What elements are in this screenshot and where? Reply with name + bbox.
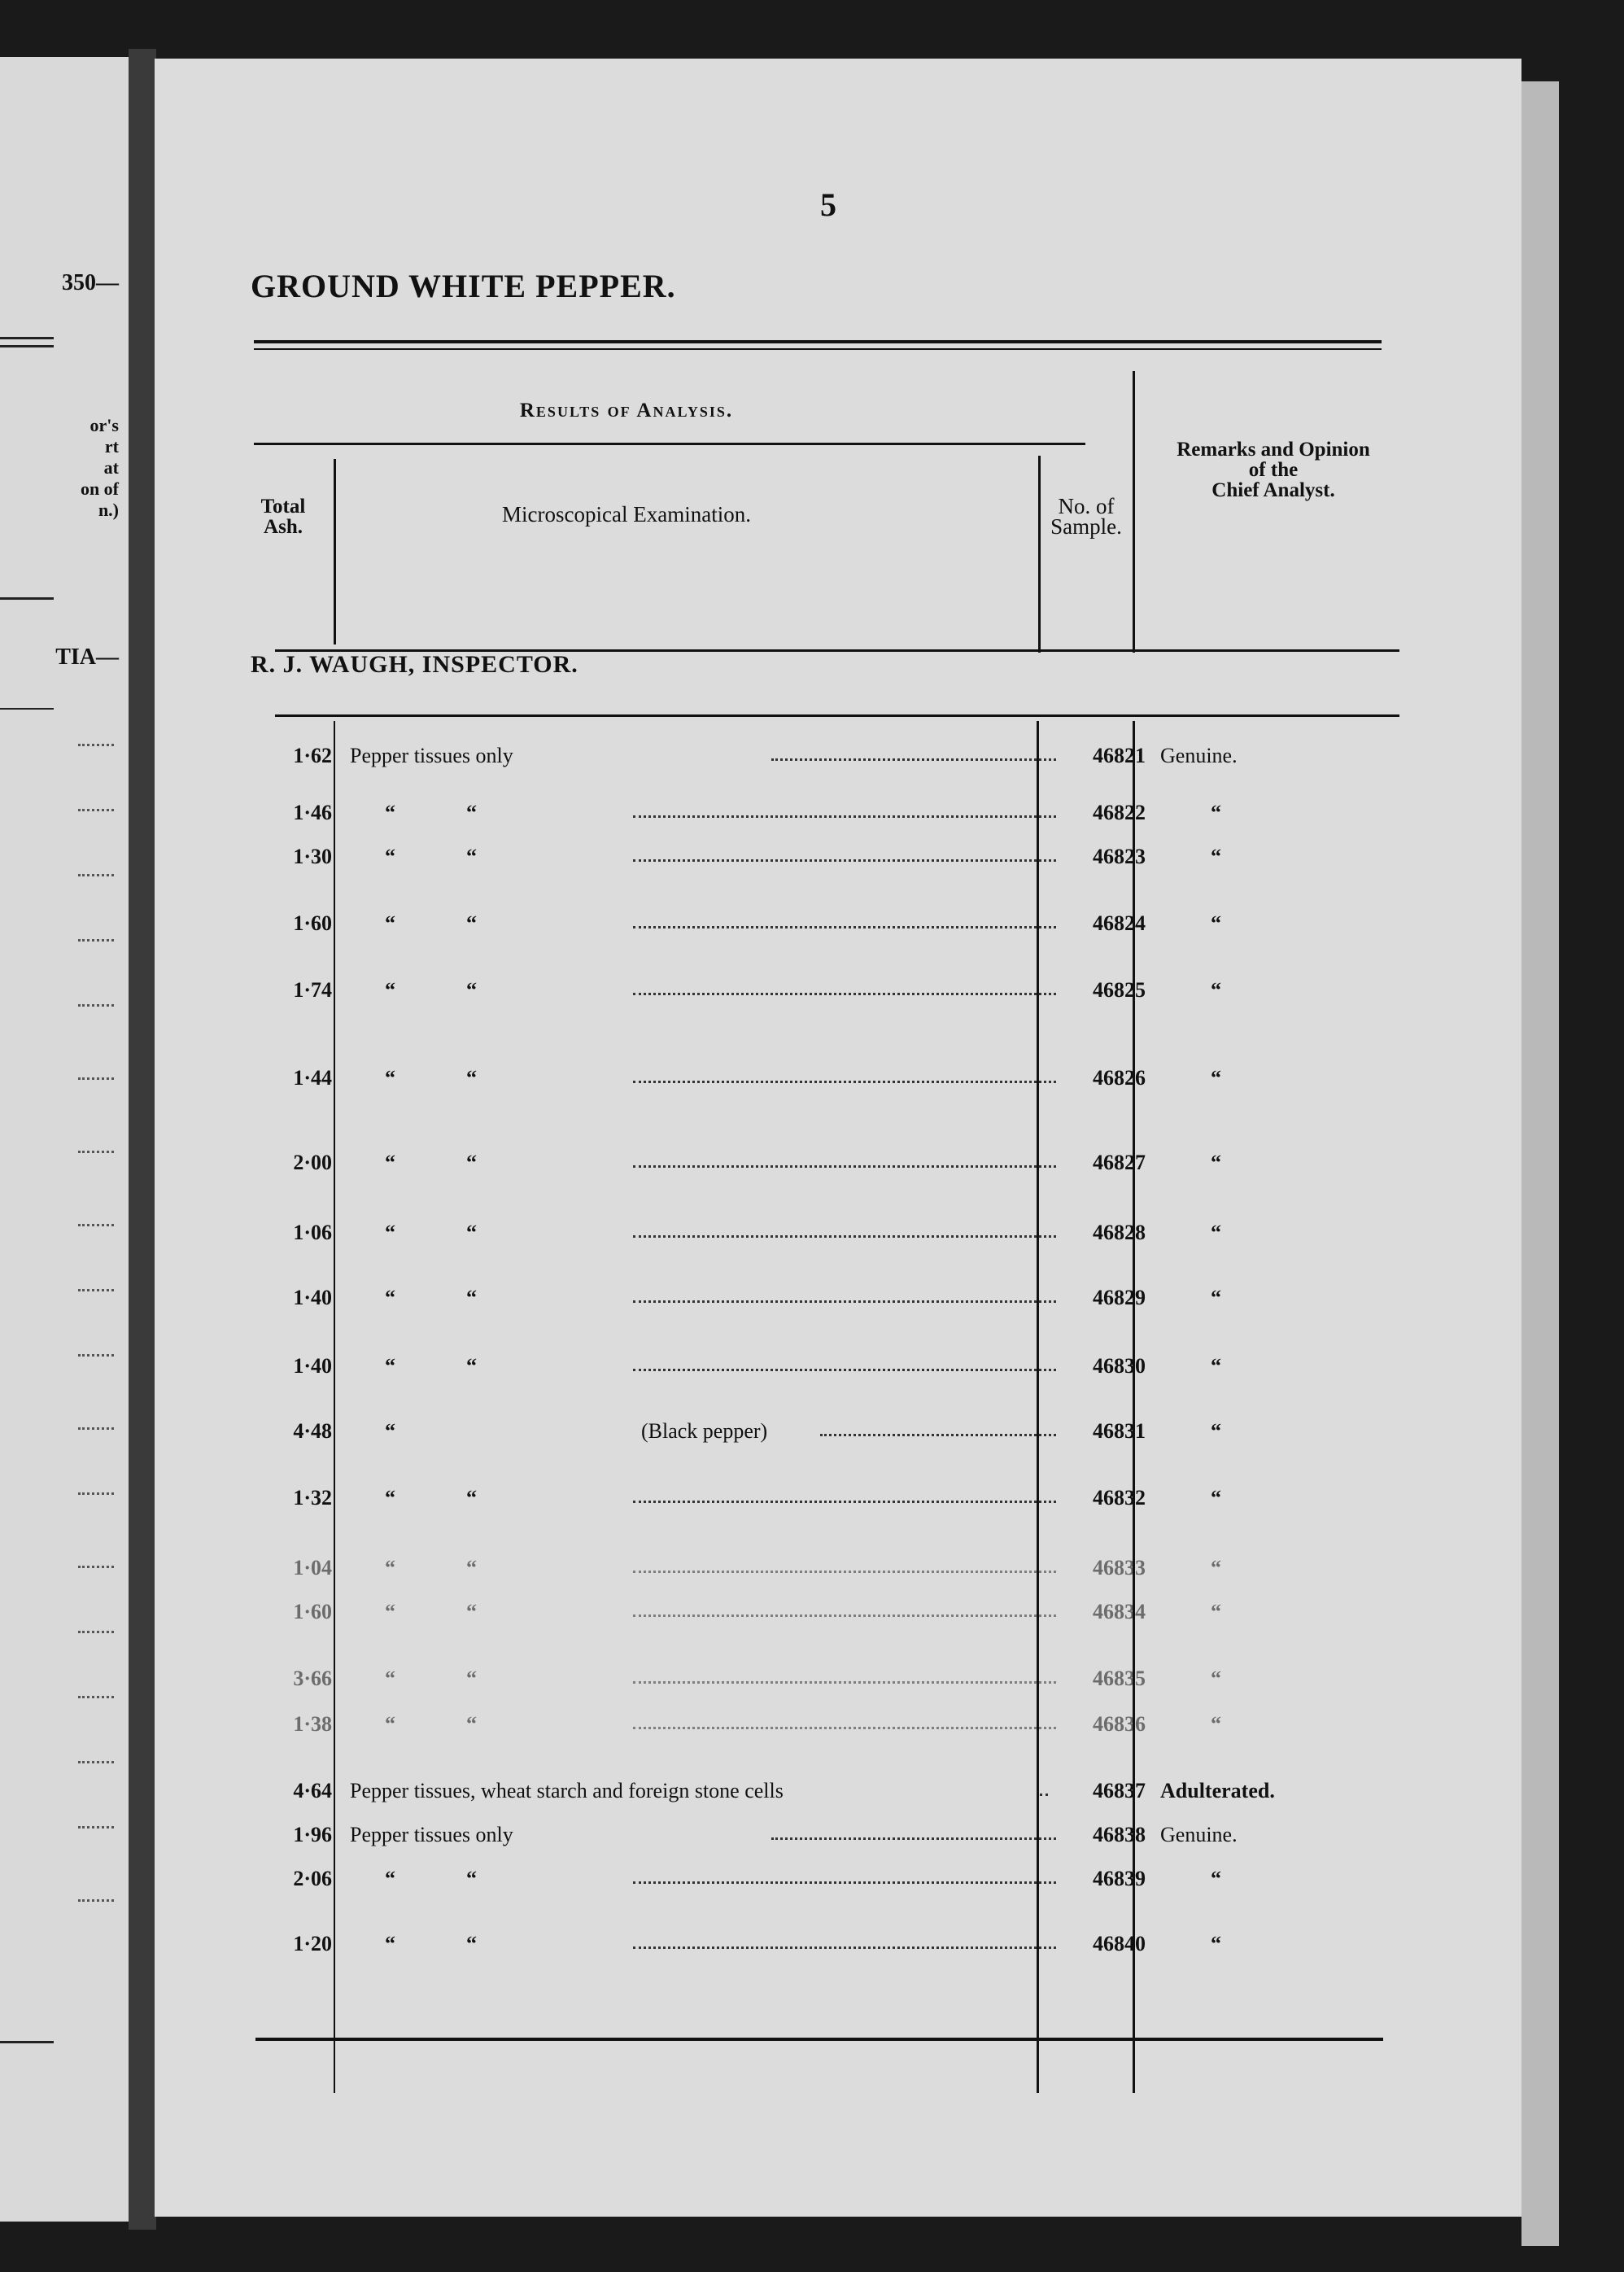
dot-leader [633, 1300, 1056, 1303]
table-row [251, 1712, 1520, 1740]
ditto-mark: “ [466, 1600, 477, 1623]
total-ash-cell: 1·32 [293, 1486, 332, 1510]
left-dot-leader [78, 1074, 114, 1080]
header-total-ash-line: Total [260, 496, 306, 518]
sample-number-cell: 46823 [1093, 845, 1146, 868]
dot-leader [1040, 1794, 1048, 1796]
sample-number-cell: 46832 [1093, 1486, 1146, 1510]
left-section-fragment: TIA— [55, 644, 119, 670]
sample-number-cell: 46833 [1093, 1556, 1146, 1579]
total-ash-cell: 1·30 [293, 845, 332, 868]
left-dot-leader [78, 936, 114, 942]
sample-number-cell: 46821 [1093, 744, 1146, 767]
ditto-mark: “ [385, 1932, 395, 1955]
sample-number-cell: 46826 [1093, 1066, 1146, 1090]
ditto-mark: “ [385, 1151, 395, 1174]
sample-number-cell: 46839 [1093, 1867, 1146, 1890]
dot-leader [633, 815, 1056, 818]
table-row [251, 845, 1520, 872]
ditto-mark: “ [385, 1600, 395, 1623]
table-row [251, 978, 1520, 1006]
left-heading-fragment: 350— [62, 270, 119, 295]
table-top-rule [254, 340, 1382, 343]
dot-leader [633, 1614, 1056, 1617]
inspector-heading: R. J. WAUGH, INSPECTOR. [251, 651, 578, 678]
header-total-ash [251, 496, 316, 537]
sample-number-cell: 46828 [1093, 1221, 1146, 1244]
left-dot-leader [78, 1693, 114, 1698]
sample-number-cell: 46822 [1093, 801, 1146, 824]
sample-number-cell: 46838 [1093, 1823, 1146, 1846]
sample-divider [1038, 456, 1041, 653]
dot-leader [820, 1434, 1056, 1436]
page-edge [1521, 81, 1559, 2246]
table-row [251, 911, 1520, 939]
remarks-cell: “ [1211, 845, 1221, 868]
ditto-mark: “ [466, 1932, 477, 1955]
ditto-mark: “ [385, 1712, 395, 1736]
remarks-cell: “ [1211, 1556, 1221, 1579]
dot-leader [633, 1501, 1056, 1503]
microscopical-examination-cell: Pepper tissues only [350, 1823, 513, 1846]
total-ash-cell: 4·48 [293, 1419, 332, 1443]
remarks-cell: “ [1211, 1286, 1221, 1309]
header-sample-line: Sample. [1050, 514, 1122, 539]
dot-leader [633, 1235, 1056, 1238]
table-row [251, 1867, 1520, 1894]
left-column-fragment-1: rt [104, 436, 119, 457]
table-row [251, 1600, 1520, 1628]
dot-leader [633, 1727, 1056, 1729]
dot-leader [633, 1571, 1056, 1573]
page-number: 5 [820, 186, 836, 223]
sample-number-cell: 46840 [1093, 1932, 1146, 1955]
sample-number-cell: 46837 [1093, 1779, 1146, 1802]
total-ash-cell: 1·44 [293, 1066, 332, 1090]
remarks-cell: “ [1211, 1600, 1221, 1623]
remarks-divider [1133, 371, 1135, 653]
total-ash-cell: 1·20 [293, 1932, 332, 1955]
ditto-mark: “ [466, 1221, 477, 1244]
table-row [251, 1419, 1520, 1447]
ditto-mark: “ [466, 1066, 477, 1090]
left-rule [0, 337, 54, 339]
ditto-mark: “ [385, 1419, 395, 1443]
sample-number-cell: 46830 [1093, 1354, 1146, 1378]
total-ash-cell: 3·66 [293, 1667, 332, 1690]
total-ash-cell: 1·62 [293, 744, 332, 767]
left-column-fragment-2: at [103, 457, 119, 478]
ditto-mark: “ [385, 1066, 395, 1090]
ditto-mark: “ [466, 1286, 477, 1309]
remarks-cell: “ [1211, 1867, 1221, 1890]
left-dot-leader [78, 1823, 114, 1829]
left-dot-leader [78, 1351, 114, 1357]
remarks-cell: “ [1211, 1486, 1221, 1510]
left-dot-leader [78, 1628, 114, 1633]
dot-leader [633, 1946, 1056, 1949]
dot-leader [771, 758, 1056, 761]
sample-number-cell: 46824 [1093, 911, 1146, 935]
total-ash-cell: 1·06 [293, 1221, 332, 1244]
ditto-mark: “ [466, 911, 477, 935]
sample-number-cell: 46835 [1093, 1667, 1146, 1690]
ditto-mark: “ [385, 845, 395, 868]
sample-number-cell: 46836 [1093, 1712, 1146, 1736]
ditto-mark: “ [466, 1712, 477, 1736]
ditto-mark: “ [385, 1667, 395, 1690]
dot-leader [633, 926, 1056, 928]
remarks-cell: “ [1211, 978, 1221, 1002]
table-row [251, 1823, 1520, 1850]
total-ash-cell: 1·60 [293, 911, 332, 935]
remarks-cell: “ [1211, 1221, 1221, 1244]
left-column-fragment-0: or's [89, 415, 119, 435]
remarks-cell: “ [1211, 1419, 1221, 1443]
sample-number-cell: 46827 [1093, 1151, 1146, 1174]
dot-leader [633, 1881, 1056, 1884]
left-rule [0, 2041, 54, 2043]
header-sample-line: No. of [1058, 494, 1115, 518]
document-page [155, 59, 1521, 2217]
left-dot-leader [78, 741, 114, 746]
ditto-mark: “ [466, 1354, 477, 1378]
ditto-mark: “ [385, 1867, 395, 1890]
remarks-cell: “ [1211, 1066, 1221, 1090]
left-dot-leader [78, 1424, 114, 1430]
sample-number-cell: 46829 [1093, 1286, 1146, 1309]
ditto-mark: “ [385, 1221, 395, 1244]
left-rule [0, 597, 54, 600]
ditto-mark: “ [385, 1354, 395, 1378]
header-results-of-analysis: Results of Analysis. [519, 400, 734, 422]
ditto-mark: “ [385, 978, 395, 1002]
ditto-mark: “ [466, 1867, 477, 1890]
table-row [251, 1556, 1520, 1584]
ditto-mark: “ [385, 1556, 395, 1579]
ditto-mark: “ [385, 1486, 395, 1510]
left-dot-leader [78, 1221, 114, 1226]
left-dot-leader [78, 806, 114, 811]
ditto-mark: “ [466, 1667, 477, 1690]
header-remarks-line: of the [1248, 459, 1299, 481]
table-row [251, 1932, 1520, 1960]
total-ash-cell: 1·04 [293, 1556, 332, 1579]
table-row [251, 1667, 1520, 1694]
table-bottom-rule [255, 2038, 1383, 2041]
header-sample-number [1041, 496, 1131, 537]
dot-leader [633, 993, 1056, 995]
table-row [251, 1151, 1520, 1178]
total-ash-cell: 2·00 [293, 1151, 332, 1174]
left-rule [0, 345, 54, 347]
total-ash-cell: 1·40 [293, 1286, 332, 1309]
remarks-cell: “ [1211, 1712, 1221, 1736]
microscopical-examination-cell: Pepper tissues only [350, 744, 513, 767]
table-row [251, 1354, 1520, 1382]
header-total-ash-line: Ash. [264, 516, 303, 538]
body-top-rule [275, 714, 1399, 717]
header-mid-rule [254, 443, 1085, 445]
header-remarks [1139, 439, 1408, 500]
remarks-cell: “ [1211, 801, 1221, 824]
table-row [251, 1066, 1520, 1094]
remarks-cell: “ [1211, 1932, 1221, 1955]
sample-number-cell: 46831 [1093, 1419, 1146, 1443]
remarks-cell: “ [1211, 1667, 1221, 1690]
ditto-mark: “ [466, 801, 477, 824]
dot-leader [633, 859, 1056, 862]
ash-divider [334, 459, 336, 644]
total-ash-cell: 1·60 [293, 1600, 332, 1623]
remarks-cell: Adulterated. [1160, 1779, 1275, 1802]
ditto-mark: “ [466, 1486, 477, 1510]
dot-leader [633, 1081, 1056, 1083]
sample-number-cell: 46834 [1093, 1600, 1146, 1623]
sample-number-cell: 46825 [1093, 978, 1146, 1002]
left-dot-leader [78, 1758, 114, 1763]
table-top-rule [254, 348, 1382, 350]
table-row [251, 1779, 1520, 1807]
left-dot-leader [78, 1001, 114, 1007]
dot-leader [633, 1369, 1056, 1371]
header-remarks-line: Remarks and Opinion [1177, 439, 1370, 461]
dot-leader [633, 1165, 1056, 1168]
total-ash-cell: 2·06 [293, 1867, 332, 1890]
left-dot-leader [78, 1489, 114, 1495]
header-remarks-line: Chief Analyst. [1211, 479, 1335, 501]
remarks-cell: “ [1211, 911, 1221, 935]
ditto-mark: “ [466, 845, 477, 868]
dot-leader [633, 1681, 1056, 1684]
remarks-cell: “ [1211, 1151, 1221, 1174]
remarks-cell: Genuine. [1160, 1823, 1238, 1846]
total-ash-cell: 1·96 [293, 1823, 332, 1846]
table-row [251, 1486, 1520, 1514]
microscopical-examination-cell: (Black pepper) [641, 1419, 768, 1443]
table-row [251, 1286, 1520, 1313]
header-microscopical-examination: Microscopical Examination. [502, 502, 751, 526]
left-dot-leader [78, 871, 114, 876]
left-rule [0, 708, 54, 710]
left-dot-leader [78, 1286, 114, 1291]
ditto-mark: “ [385, 911, 395, 935]
ditto-mark: “ [385, 1286, 395, 1309]
total-ash-cell: 4·64 [293, 1779, 332, 1802]
ditto-mark: “ [466, 1151, 477, 1174]
ditto-mark: “ [466, 1556, 477, 1579]
page-title: GROUND WHITE PEPPER. [251, 268, 676, 304]
total-ash-cell: 1·46 [293, 801, 332, 824]
total-ash-cell: 1·74 [293, 978, 332, 1002]
left-column-fragment-3: on of [80, 478, 119, 499]
total-ash-cell: 1·40 [293, 1354, 332, 1378]
remarks-cell: Genuine. [1160, 744, 1238, 767]
ditto-mark: “ [466, 978, 477, 1002]
total-ash-cell: 1·38 [293, 1712, 332, 1736]
left-dot-leader [78, 1896, 114, 1902]
book-gutter [129, 49, 156, 2230]
left-dot-leader [78, 1147, 114, 1153]
ditto-mark: “ [385, 801, 395, 824]
left-facing-page [0, 57, 130, 2222]
left-column-fragment-4: n.) [98, 500, 119, 520]
left-dot-leader [78, 1562, 114, 1568]
remarks-cell: “ [1211, 1354, 1221, 1378]
microscopical-examination-cell: Pepper tissues, wheat starch and foreign stone cells [350, 1779, 784, 1802]
table-row [251, 1221, 1520, 1248]
dot-leader [771, 1837, 1056, 1840]
table-row [251, 744, 1520, 771]
table-row [251, 801, 1520, 828]
